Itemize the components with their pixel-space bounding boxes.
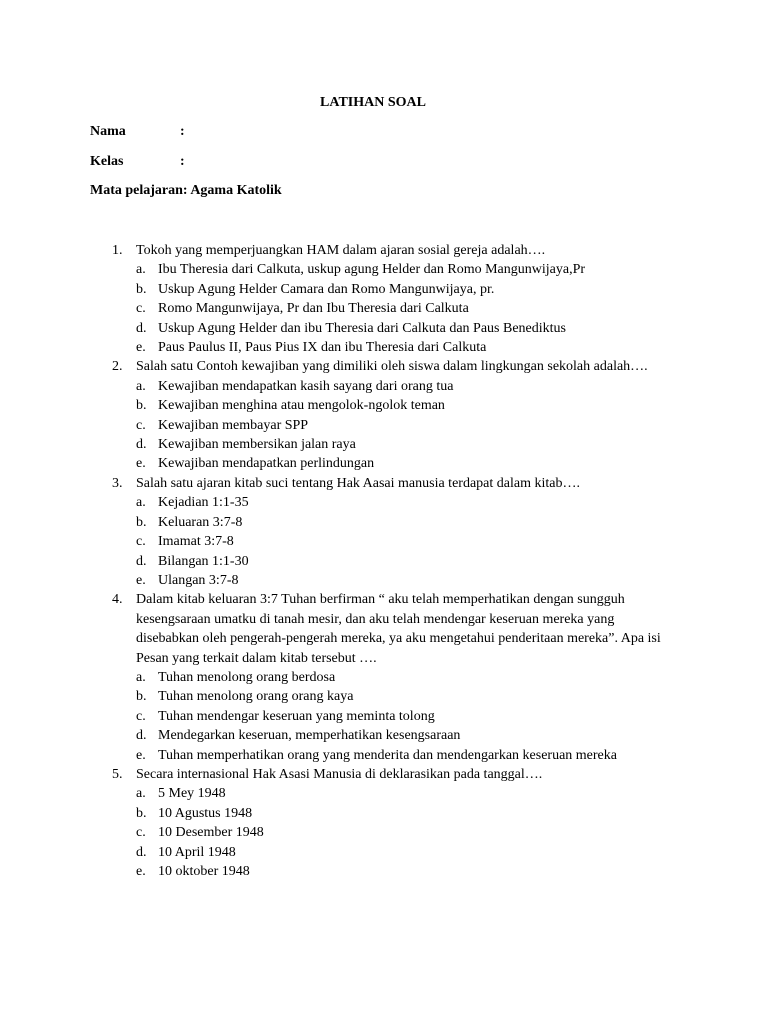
- option-list: [136, 493, 670, 590]
- option-text: Keluaran 3:7-8: [158, 514, 243, 530]
- option-letter: e.: [136, 747, 146, 763]
- option-list: [136, 784, 670, 881]
- option-letter: d.: [136, 728, 147, 744]
- answer-option: [136, 454, 670, 473]
- option-letter: d.: [136, 553, 147, 569]
- answer-option: [136, 532, 670, 551]
- option-text: 10 Agustus 1948: [158, 805, 253, 821]
- option-text: Kewajiban mendapatkan kasih sayang dari orang tua: [158, 378, 454, 394]
- answer-option: [136, 862, 670, 881]
- nama-field: [90, 123, 185, 141]
- option-list: [136, 377, 670, 474]
- option-letter: b.: [136, 514, 147, 530]
- option-text: Ibu Theresia dari Calkuta, uskup agung Helder dan Romo Mangunwijaya,Pr: [158, 262, 586, 278]
- question-item: [110, 357, 670, 473]
- option-letter: a.: [136, 495, 146, 511]
- option-letter: b.: [136, 398, 147, 414]
- mata-pelajaran-line: Mata pelajaran: Agama Katolik: [90, 183, 282, 198]
- answer-option: [136, 396, 670, 415]
- option-text: Romo Mangunwijaya, Pr dan Ibu Theresia dari Calkuta: [158, 301, 469, 317]
- option-letter: e.: [136, 864, 146, 879]
- option-letter: b.: [136, 689, 147, 705]
- answer-option: [136, 687, 670, 706]
- question-text: Secara internasional Hak Asasi Manusia di deklarasikan pada tanggal….: [136, 766, 543, 782]
- option-letter: c.: [136, 417, 146, 433]
- option-letter: b.: [136, 281, 147, 297]
- answer-option: [136, 843, 670, 862]
- answer-option: [136, 746, 670, 765]
- question-number: 2.: [112, 359, 123, 375]
- option-letter: c.: [136, 301, 146, 317]
- nama-colon: :: [180, 124, 185, 139]
- option-list: [136, 260, 670, 357]
- option-text: Tuhan mendengar keseruan yang meminta tolong: [158, 708, 435, 724]
- answer-option: [136, 377, 670, 396]
- question-text: Salah satu Contoh kewajiban yang dimiliki oleh siswa dalam lingkungan sekolah adalah….: [136, 359, 648, 375]
- option-text: Uskup Agung Helder Camara dan Romo Mangunwijaya, pr.: [158, 281, 495, 297]
- answer-option: [136, 552, 670, 571]
- option-text: Kewajiban membersikan jalan raya: [158, 437, 356, 453]
- option-letter: c.: [136, 825, 146, 841]
- option-letter: b.: [136, 805, 147, 821]
- option-letter: e.: [136, 572, 146, 588]
- question-item: [110, 241, 670, 357]
- option-text: Tuhan menolong orang orang kaya: [158, 689, 354, 705]
- option-letter: e.: [136, 340, 146, 356]
- option-text: 5 Mey 1948: [158, 786, 226, 802]
- question-number: 4.: [112, 592, 123, 608]
- answer-option: [136, 707, 670, 726]
- question-list: [110, 241, 670, 881]
- answer-option: [136, 823, 670, 842]
- answer-option: [136, 299, 670, 318]
- option-letter: d.: [136, 844, 147, 860]
- option-text: Kewajiban mendapatkan perlindungan: [158, 456, 375, 472]
- answer-option: [136, 319, 670, 338]
- option-letter: d.: [136, 437, 147, 453]
- option-letter: a.: [136, 786, 146, 802]
- question-number: 3.: [112, 475, 123, 491]
- answer-option: [136, 571, 670, 590]
- answer-option: [136, 280, 670, 299]
- question-text: Tokoh yang memperjuangkan HAM dalam ajaran sosial gereja adalah….: [136, 243, 546, 258]
- question-item: [110, 474, 670, 590]
- answer-option: [136, 726, 670, 745]
- option-letter: c.: [136, 534, 146, 550]
- kelas-field: [90, 153, 185, 171]
- answer-option: [136, 338, 670, 357]
- question-text: Salah satu ajaran kitab suci tentang Hak Aasai manusia terdapat dalam kitab….: [136, 475, 580, 491]
- answer-option: [136, 804, 670, 823]
- answer-option: [136, 260, 670, 279]
- option-text: Tuhan memperhatikan orang yang menderita dan mendengarkan keseruan mereka: [158, 747, 617, 763]
- nama-label: Nama: [90, 124, 126, 139]
- kelas-label: Kelas: [90, 154, 124, 169]
- option-text: Kewajiban menghina atau mengolok-ngolok teman: [158, 398, 445, 414]
- option-letter: a.: [136, 262, 146, 278]
- answer-option: [136, 493, 670, 512]
- answer-option: [136, 435, 670, 454]
- option-letter: c.: [136, 708, 146, 724]
- option-text: 10 oktober 1948: [158, 864, 250, 879]
- question-item: [110, 590, 670, 765]
- question-number: 1.: [112, 243, 123, 258]
- option-letter: a.: [136, 669, 146, 685]
- answer-option: [136, 416, 670, 435]
- option-text: Ulangan 3:7-8: [158, 572, 239, 588]
- option-text: Bilangan 1:1-30: [158, 553, 249, 569]
- option-letter: e.: [136, 456, 146, 472]
- option-text: Uskup Agung Helder dan ibu Theresia dari Calkuta dan Paus Benediktus: [158, 320, 566, 336]
- option-letter: a.: [136, 378, 146, 394]
- answer-option: [136, 668, 670, 687]
- kelas-colon: :: [180, 154, 185, 169]
- option-list: [136, 668, 670, 765]
- option-text: 10 Desember 1948: [158, 825, 264, 841]
- option-text: Kewajiban membayar SPP: [158, 417, 309, 433]
- option-letter: d.: [136, 320, 147, 336]
- answer-option: [136, 784, 670, 803]
- question-text: Dalam kitab keluaran 3:7 Tuhan berfirman “ aku telah memperhatikan dengan sungguh kesengsaraan umatku di tanah mesir, dan aku telah mendengar keseruan mereka yang disebabkan oleh pengerah-pengerah mereka, ya aku mengetahui penderitaan mereka”. Apa isi Pesan yang terkait dalam kitab tersebut ….: [136, 592, 661, 666]
- option-text: Imamat 3:7-8: [158, 534, 234, 550]
- question-number: 5.: [112, 766, 123, 782]
- option-text: Paus Paulus II, Paus Pius IX dan ibu Theresia dari Calkuta: [158, 340, 487, 356]
- document-title: LATIHAN SOAL: [320, 95, 426, 110]
- option-text: Mendegarkan keseruan, memperhatikan kesengsaraan: [158, 728, 461, 744]
- answer-option: [136, 513, 670, 532]
- option-text: Tuhan menolong orang berdosa: [158, 669, 336, 685]
- option-text: Kejadian 1:1-35: [158, 495, 249, 511]
- option-text: 10 April 1948: [158, 844, 236, 860]
- question-item: [110, 765, 670, 881]
